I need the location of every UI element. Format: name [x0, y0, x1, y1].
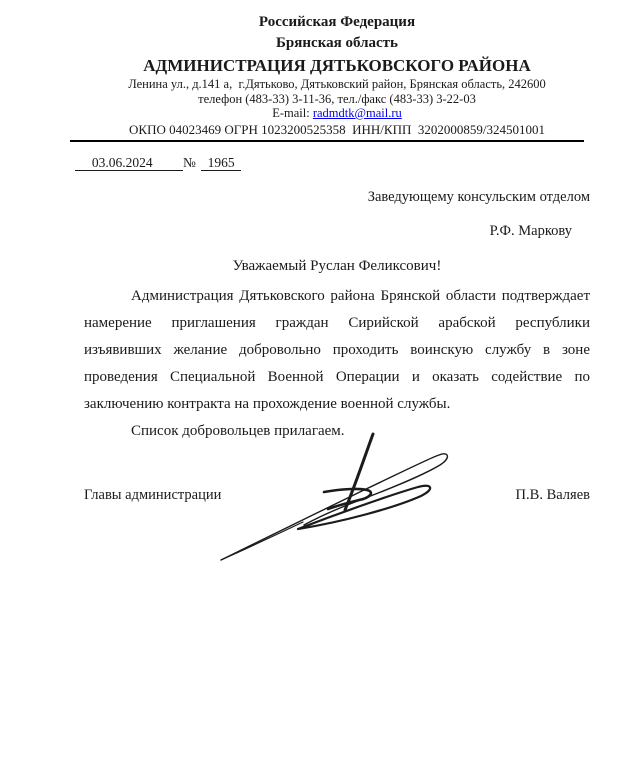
addressee-name: Р.Ф. Маркову	[489, 222, 572, 239]
salutation: Уважаемый Руслан Феликсович!	[232, 257, 442, 274]
letterhead-registration: ОКПО 04023469 ОГРН 1023200525358 ИНН/КПП 3202000859/324501001	[129, 121, 545, 137]
number-sign: №	[183, 154, 196, 170]
letterhead-organization: АДМИНИСТРАЦИЯ ДЯТЬКОВСКОГО РАЙОНА	[143, 56, 531, 75]
letterhead-email-line	[84, 106, 590, 121]
body-line: намерение приглашения граждан Сирийской арабской республики	[84, 314, 590, 331]
body-paragraph	[84, 283, 590, 445]
body-line: заключению контракта на прохождение военной службы.	[84, 395, 451, 412]
signature-row	[84, 487, 590, 504]
body-line: проведения Специальной Военной Операции и оказать содействие по	[84, 368, 590, 385]
email-label: E-mail:	[272, 106, 313, 120]
letter-date: 03.06.2024	[75, 154, 183, 170]
letterhead-divider	[70, 140, 584, 142]
letterhead-phone: телефон (483-33) 3-11-36, тел./факс (483-33) 3-22-03	[198, 91, 476, 106]
reference-line	[75, 154, 590, 171]
letterhead-country: Российская Федерация	[258, 14, 416, 30]
letter-number: 1965	[200, 154, 242, 170]
body-line: Администрация Дятьковского района Брянской области подтверждает	[131, 287, 590, 304]
signer-position: Главы администрации	[84, 486, 222, 503]
body-line: изъявивших желание добровольно проходить воинскую службу в зоне	[84, 341, 590, 358]
signer-name: П.В. Валяев	[515, 486, 590, 503]
email-link[interactable]: radmdtk@mail.ru	[312, 106, 402, 120]
addressee-position: Заведующему консульским отделом	[367, 188, 590, 205]
letterhead-region: Брянская область	[276, 35, 398, 51]
body-line-attachment-note: Список добровольцев прилагаем.	[131, 422, 345, 439]
letterhead-address: Ленина ул., д.141 а, г.Дятьково, Дятьковский район, Брянская область, 242600	[128, 77, 546, 91]
